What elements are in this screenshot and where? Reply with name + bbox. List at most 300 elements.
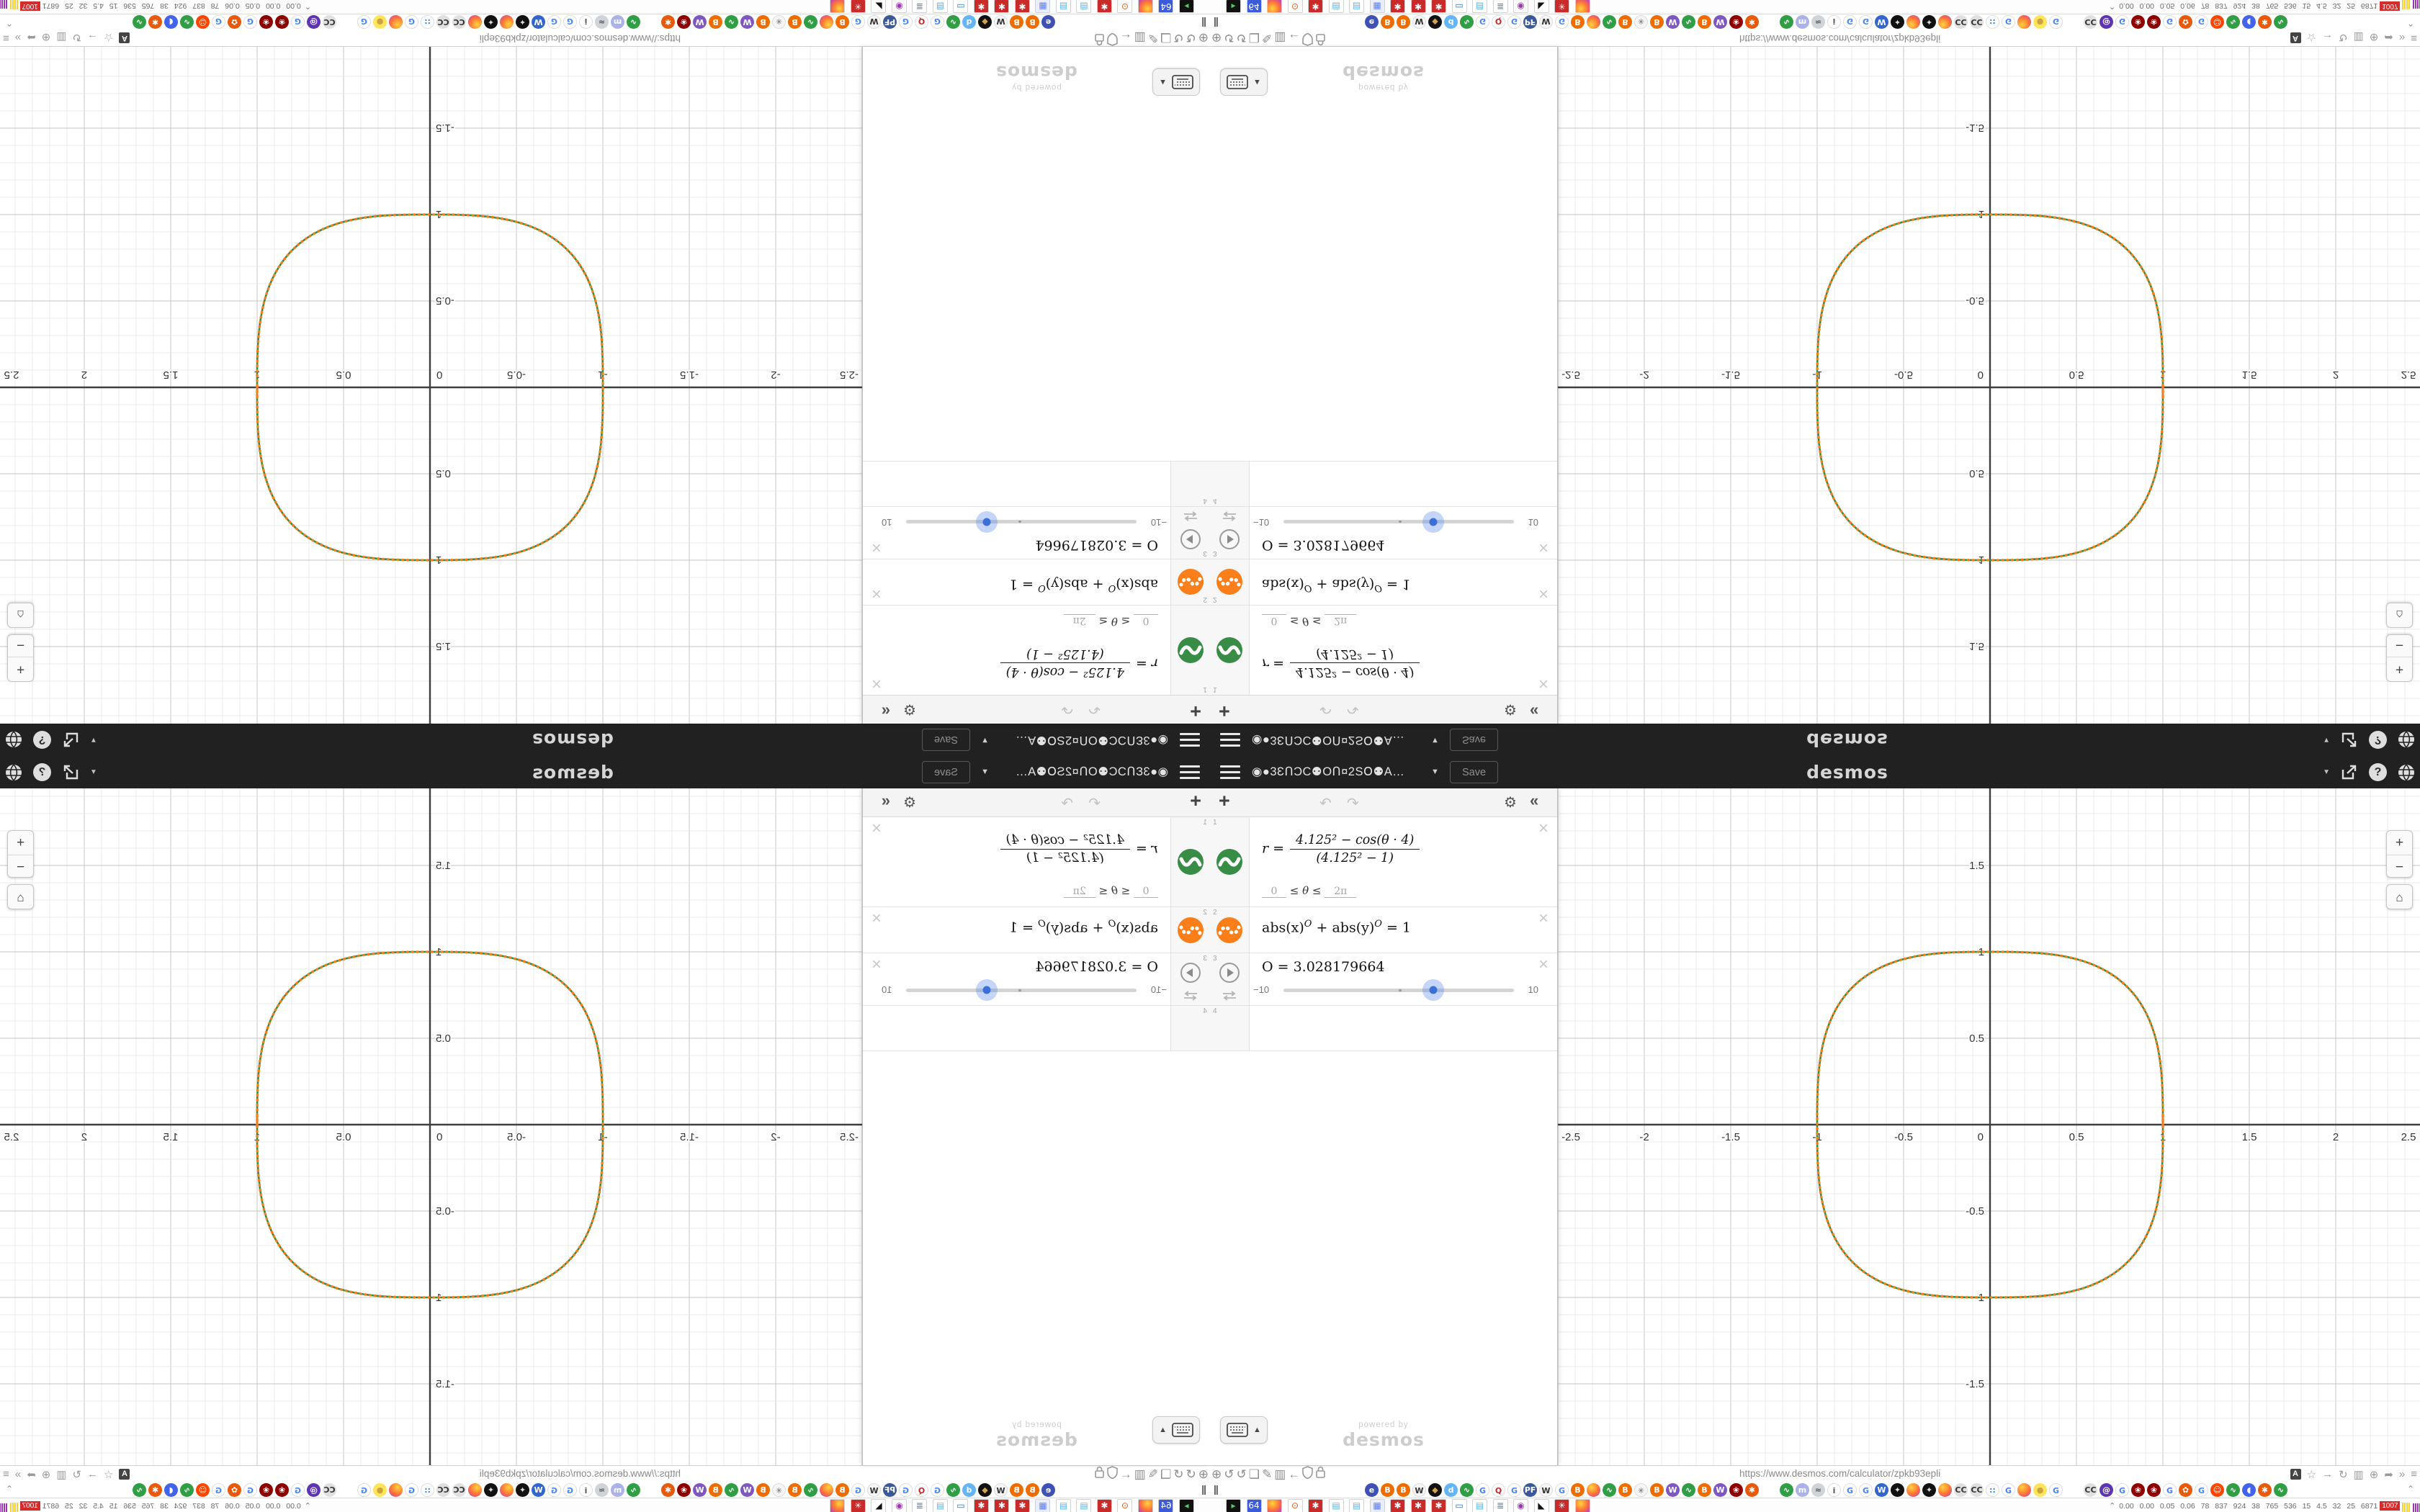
- taskbar-icon[interactable]: ▸: [1226, 0, 1241, 13]
- tabs-overflow-caret-icon[interactable]: ⌃: [2406, 18, 2414, 28]
- favicon[interactable]: W: [1412, 1483, 1426, 1497]
- favicon-firefox[interactable]: [389, 15, 403, 29]
- favicon[interactable]: ✦: [1891, 15, 1904, 29]
- toolbar-icon[interactable]: ↺: [1236, 1467, 1247, 1481]
- favicon[interactable]: i: [1827, 15, 1841, 29]
- taskbar-icon[interactable]: ◉: [1513, 0, 1528, 13]
- toolbar-icon[interactable]: »: [2398, 1468, 2406, 1480]
- toolbar-icon[interactable]: »: [14, 1468, 22, 1480]
- favicon[interactable]: G: [1507, 1483, 1521, 1497]
- favicon[interactable]: ✦: [1891, 1483, 1904, 1497]
- slider-value-math[interactable]: [1262, 959, 1385, 975]
- favicon[interactable]: ☺: [2210, 1483, 2224, 1497]
- expression-gutter[interactable]: [1210, 559, 1250, 605]
- slider-handle[interactable]: [976, 511, 998, 533]
- taskbar-icon[interactable]: ◉: [892, 0, 907, 13]
- toolbar-icon[interactable]: ▥: [56, 31, 67, 44]
- keyboard-toggle-button[interactable]: [1220, 68, 1268, 96]
- favicon[interactable]: G: [547, 1483, 561, 1497]
- lock-icon[interactable]: [1094, 29, 1105, 47]
- graph-title[interactable]: ◉●3ƐՈƆC⚉OՈ¤2SՕ⚉A…: [1252, 734, 1405, 747]
- settings-gear-icon[interactable]: ⚙: [1504, 701, 1517, 717]
- share-icon[interactable]: [2340, 763, 2359, 782]
- favicon[interactable]: ❀: [259, 1483, 273, 1497]
- slider-value-math[interactable]: [1262, 537, 1385, 553]
- slider-play-icon[interactable]: [1219, 962, 1240, 984]
- expression-row-1[interactable]: [863, 817, 1210, 907]
- favicon[interactable]: W: [1713, 1483, 1727, 1497]
- favicon[interactable]: G: [2195, 1483, 2208, 1497]
- toolbar-icon[interactable]: ⊕: [1211, 1467, 1222, 1481]
- toolbar-icon[interactable]: ➦: [2384, 1468, 2393, 1481]
- taskbar-icon[interactable]: ≣: [913, 0, 928, 13]
- favicon[interactable]: ✳: [772, 1483, 786, 1497]
- taskbar-icon[interactable]: ✱: [974, 1499, 989, 1512]
- favicon[interactable]: B: [788, 1483, 802, 1497]
- graph-paper[interactable]: [1558, 47, 2420, 724]
- favicon[interactable]: W: [867, 1483, 881, 1497]
- toolbar-icon[interactable]: ↺: [1224, 31, 1234, 45]
- favicon[interactable]: ∿: [1460, 1483, 1474, 1497]
- toolbar-icon[interactable]: ▥: [2353, 1468, 2364, 1481]
- expression-row-4-empty[interactable]: [863, 1006, 1210, 1051]
- taskbar-icon[interactable]: ≣: [913, 1499, 928, 1512]
- toolbar-icon[interactable]: ⊕: [41, 1468, 51, 1481]
- favicon[interactable]: ∿: [804, 15, 817, 29]
- help-icon[interactable]: ?: [33, 731, 51, 749]
- toolbar-icon[interactable]: →: [2321, 32, 2333, 44]
- favicon[interactable]: i: [1827, 1483, 1841, 1497]
- favicon[interactable]: ✱: [148, 1483, 162, 1497]
- tabs-overflow-caret-icon[interactable]: ⌃: [2406, 1484, 2414, 1494]
- taskbar-icon[interactable]: ▸: [1226, 1499, 1241, 1512]
- favicon[interactable]: G: [1859, 1483, 1873, 1497]
- favicon[interactable]: G: [1476, 15, 1489, 29]
- taskbar-icon[interactable]: ▭: [1452, 1499, 1467, 1512]
- redo-icon[interactable]: ↷: [1347, 701, 1359, 716]
- toolbar-icon[interactable]: ↻: [72, 1468, 82, 1481]
- expression-gutter[interactable]: [1210, 953, 1250, 1005]
- favicon[interactable]: ∿: [1682, 15, 1695, 29]
- favicon[interactable]: G: [2115, 15, 2129, 29]
- delete-expression-icon[interactable]: ×: [871, 584, 882, 603]
- favicon[interactable]: B: [1381, 15, 1394, 29]
- expression-row-4-empty[interactable]: [1210, 461, 1557, 506]
- delete-expression-icon[interactable]: ×: [871, 538, 882, 557]
- toolbar-icon[interactable]: »: [2398, 32, 2406, 44]
- expression-row-4-empty[interactable]: [863, 461, 1210, 506]
- favicon[interactable]: ◖: [164, 1483, 178, 1497]
- favicon[interactable]: ◆: [978, 15, 992, 29]
- favicon[interactable]: B: [1618, 1483, 1632, 1497]
- favicon[interactable]: B: [1010, 15, 1023, 29]
- taskbar-icon[interactable]: ▤: [1329, 1499, 1344, 1512]
- slider-handle[interactable]: [976, 979, 998, 1001]
- favicon[interactable]: Q: [1492, 1483, 1505, 1497]
- curve-style-icon-orange-dotted[interactable]: [1216, 569, 1243, 596]
- favicon[interactable]: B: [1698, 1483, 1711, 1497]
- share-icon[interactable]: [2340, 731, 2359, 750]
- save-button[interactable]: Save: [1450, 761, 1498, 783]
- zoom-in-button[interactable]: +: [2395, 662, 2404, 677]
- favicon[interactable]: i: [579, 15, 593, 29]
- favicon[interactable]: ∿: [725, 1483, 738, 1497]
- toolbar-icon[interactable]: ↺: [1236, 31, 1247, 45]
- favicon[interactable]: W: [532, 1483, 545, 1497]
- favicon[interactable]: Q: [1492, 15, 1505, 29]
- toolbar-icon[interactable]: ≡: [3, 1468, 9, 1480]
- toolbar-icon[interactable]: ↺: [1173, 31, 1184, 45]
- toolbar-icon[interactable]: ▥: [56, 1468, 67, 1481]
- favicon[interactable]: G: [2115, 1483, 2129, 1497]
- taskbar-icon-firefox[interactable]: [1575, 0, 1590, 13]
- taskbar-icon-firefox[interactable]: [830, 1499, 846, 1512]
- expression-row-1[interactable]: [1210, 817, 1557, 907]
- favicon[interactable]: CC: [436, 1483, 450, 1497]
- favicon-firefox[interactable]: [1938, 1483, 1952, 1497]
- favicon[interactable]: ∿: [1682, 1483, 1695, 1497]
- taskbar-icon[interactable]: ▤: [933, 0, 948, 13]
- shield-icon[interactable]: [1107, 1466, 1118, 1483]
- favicon[interactable]: B: [835, 1483, 849, 1497]
- taskbar-icon[interactable]: ✱: [1411, 0, 1426, 13]
- favicon[interactable]: B: [1618, 15, 1632, 29]
- slider-max-label[interactable]: 10: [882, 517, 892, 528]
- favicon[interactable]: G: [291, 1483, 305, 1497]
- add-expression-button[interactable]: +: [1190, 701, 1201, 722]
- delete-expression-icon[interactable]: ×: [871, 674, 882, 693]
- main-menu-icon[interactable]: [1220, 765, 1240, 779]
- taskbar-icon[interactable]: ✳: [1554, 0, 1569, 13]
- favicon[interactable]: PF: [1523, 1483, 1537, 1497]
- toolbar-icon[interactable]: ▥: [1134, 1467, 1146, 1481]
- toolbar-icon[interactable]: ≡: [2411, 1468, 2417, 1480]
- favicon[interactable]: ✿: [2179, 15, 2192, 29]
- taskbar-icon[interactable]: ⊙: [1288, 0, 1303, 13]
- slider-track[interactable]: [906, 989, 1137, 992]
- favicon[interactable]: @: [307, 15, 321, 29]
- favicon[interactable]: @: [307, 1483, 321, 1497]
- favicon[interactable]: ∿: [1603, 1483, 1616, 1497]
- account-caret-icon[interactable]: ▼: [90, 736, 97, 744]
- favicon[interactable]: G: [851, 1483, 865, 1497]
- expression-row-2[interactable]: [1210, 559, 1557, 605]
- favicon[interactable]: ∷: [1986, 15, 1999, 29]
- domain-max-field[interactable]: 2π: [1325, 886, 1356, 898]
- expression-math[interactable]: [1009, 577, 1158, 593]
- toolbar-icon[interactable]: ≡: [2411, 32, 2417, 44]
- favicon-firefox[interactable]: [2017, 1483, 2031, 1497]
- toolbar-icon[interactable]: ⊕: [2369, 1468, 2379, 1481]
- graph-paper[interactable]: [0, 47, 862, 724]
- favicon[interactable]: ◆: [1428, 1483, 1442, 1497]
- slider-loop-icon[interactable]: [1182, 511, 1199, 521]
- taskbar-icon[interactable]: ✱: [1390, 1499, 1405, 1512]
- slider[interactable]: [1253, 981, 1538, 999]
- toolbar-icon[interactable]: ↺: [1186, 1467, 1196, 1481]
- favicon[interactable]: W: [1412, 15, 1426, 29]
- favicon[interactable]: CC: [2084, 1483, 2097, 1497]
- favicon[interactable]: G: [1555, 15, 1569, 29]
- favicon[interactable]: d: [962, 15, 976, 29]
- pause-icon[interactable]: ||: [1214, 17, 1218, 29]
- add-expression-button[interactable]: +: [1219, 701, 1230, 722]
- help-icon[interactable]: ?: [2369, 731, 2387, 749]
- favicon-firefox[interactable]: [1587, 1483, 1600, 1497]
- taskbar-icon-firefox[interactable]: [830, 0, 846, 13]
- taskbar-icon[interactable]: ⊙: [1118, 0, 1133, 13]
- expression-gutter[interactable]: [1210, 907, 1250, 953]
- expression-gutter[interactable]: [1210, 817, 1250, 906]
- undo-icon[interactable]: ↶: [1319, 701, 1332, 716]
- favicon[interactable]: ∷: [421, 1483, 434, 1497]
- slider-max-label[interactable]: 10: [1528, 984, 1538, 995]
- favicon[interactable]: W: [1539, 1483, 1553, 1497]
- account-caret-icon[interactable]: ▼: [90, 768, 97, 776]
- translate-icon[interactable]: A: [2290, 32, 2301, 43]
- tabs-overflow-caret-icon[interactable]: ⌃: [6, 1484, 14, 1494]
- favicon[interactable]: ●: [2033, 15, 2047, 29]
- expression-gutter[interactable]: [1170, 817, 1210, 906]
- toolbar-icon[interactable]: →: [87, 1468, 99, 1480]
- translate-icon[interactable]: A: [2290, 1469, 2301, 1480]
- zoom-in-button[interactable]: +: [16, 835, 25, 850]
- favicon[interactable]: ∿: [1460, 15, 1474, 29]
- toolbar-icon[interactable]: ←: [1288, 1467, 1301, 1481]
- taskbar-icon[interactable]: ⊙: [1118, 1499, 1133, 1512]
- favicon-firefox[interactable]: [820, 1483, 833, 1497]
- zoom-out-button[interactable]: −: [8, 634, 33, 657]
- favicon[interactable]: W: [532, 15, 545, 29]
- taskbar-icon[interactable]: 64: [1159, 1499, 1174, 1512]
- curve-style-icon-green[interactable]: [1177, 636, 1204, 664]
- favicon[interactable]: ✦: [516, 15, 529, 29]
- favicon[interactable]: ✱: [661, 1483, 675, 1497]
- slider[interactable]: [882, 981, 1167, 999]
- favicon[interactable]: G: [2002, 1483, 2015, 1497]
- taskbar-icon[interactable]: ▦: [1370, 0, 1385, 13]
- delete-expression-icon[interactable]: ×: [1538, 584, 1549, 603]
- slider-play-icon[interactable]: [1180, 528, 1201, 550]
- favicon[interactable]: ✱: [661, 15, 675, 29]
- favicon[interactable]: ◖: [164, 15, 178, 29]
- toolbar-icon[interactable]: ▥: [1134, 31, 1146, 45]
- taskbar-icon[interactable]: ▤: [1472, 0, 1487, 13]
- favicon[interactable]: m: [1796, 1483, 1809, 1497]
- favicon-firefox[interactable]: [389, 1483, 403, 1497]
- favicon[interactable]: CC: [2084, 15, 2097, 29]
- toolbar-icon[interactable]: ▥: [2353, 31, 2364, 44]
- favicon[interactable]: ❀: [275, 15, 289, 29]
- favicon[interactable]: G: [1507, 15, 1521, 29]
- slider-min-label[interactable]: −10: [1253, 984, 1270, 995]
- taskbar-icon[interactable]: ▤: [1077, 0, 1092, 13]
- toolbar-icon[interactable]: ❏: [1248, 1467, 1260, 1481]
- expression-row-2[interactable]: [1210, 907, 1557, 953]
- favicon[interactable]: ☺: [2210, 15, 2224, 29]
- slider-handle[interactable]: [1422, 511, 1444, 533]
- toolbar-icon[interactable]: ⊕: [2369, 31, 2379, 44]
- slider-track[interactable]: [906, 521, 1137, 524]
- favicon[interactable]: d: [962, 1483, 976, 1497]
- favicon[interactable]: G: [357, 1483, 371, 1497]
- undo-icon[interactable]: ↶: [1088, 701, 1101, 716]
- taskbar-icon[interactable]: ✳: [851, 1499, 866, 1512]
- favicon[interactable]: B: [709, 15, 722, 29]
- favicon[interactable]: CC: [1970, 1483, 1984, 1497]
- favicon[interactable]: ❀: [275, 1483, 289, 1497]
- taskbar-icon[interactable]: ▸: [1179, 0, 1194, 13]
- favicon[interactable]: ✦: [516, 1483, 529, 1497]
- expression-gutter[interactable]: [1170, 1006, 1210, 1050]
- expression-row-3[interactable]: [1210, 953, 1557, 1006]
- taskbar-icon[interactable]: ▦: [1036, 1499, 1051, 1512]
- slider-track[interactable]: [1283, 989, 1514, 992]
- favicon[interactable]: G: [405, 1483, 418, 1497]
- favicon[interactable]: e: [1041, 1483, 1055, 1497]
- desmos-logo[interactable]: desmos: [1806, 729, 1888, 750]
- favicon[interactable]: W: [693, 15, 707, 29]
- favicon[interactable]: G: [1555, 1483, 1569, 1497]
- expression-gutter[interactable]: [1210, 462, 1250, 506]
- favicon[interactable]: e: [1041, 15, 1055, 29]
- favicon[interactable]: ☺: [196, 15, 210, 29]
- expression-gutter[interactable]: [1210, 507, 1250, 559]
- taskbar-icon[interactable]: ▭: [1452, 0, 1467, 13]
- favicon[interactable]: ∿: [804, 1483, 817, 1497]
- taskbar-icon-firefox[interactable]: [1575, 1499, 1590, 1512]
- expression-gutter[interactable]: [1170, 507, 1210, 559]
- slider-loop-icon[interactable]: [1221, 991, 1238, 1001]
- help-icon[interactable]: ?: [2369, 763, 2387, 781]
- taskbar-icon-firefox[interactable]: [1267, 0, 1282, 13]
- favicon[interactable]: CC: [323, 15, 336, 29]
- toolbar-icon[interactable]: ⊕: [1198, 1467, 1209, 1481]
- favicon[interactable]: ✦: [1922, 15, 1936, 29]
- favicon[interactable]: B: [835, 15, 849, 29]
- favicon[interactable]: ∿: [180, 1483, 194, 1497]
- toolbar-icon[interactable]: ✎: [1262, 1467, 1273, 1481]
- favicon[interactable]: W: [1666, 15, 1680, 29]
- zoom-in-button[interactable]: +: [2395, 835, 2404, 850]
- redo-icon[interactable]: ↷: [1347, 796, 1359, 811]
- favicon[interactable]: ●: [373, 1483, 387, 1497]
- toolbar-icon[interactable]: ←: [1119, 31, 1132, 45]
- favicon[interactable]: ✦: [484, 15, 498, 29]
- globe-icon[interactable]: [4, 763, 23, 782]
- favicon[interactable]: PF: [883, 15, 897, 29]
- favicon[interactable]: ◆: [1428, 15, 1442, 29]
- favicon[interactable]: ✳: [1634, 1483, 1648, 1497]
- toolbar-icon[interactable]: ✎: [1147, 1467, 1158, 1481]
- favicon[interactable]: e: [1365, 15, 1379, 29]
- slider-min-label[interactable]: −10: [1150, 517, 1167, 528]
- graph-title[interactable]: ◉●3ƐՈƆC⚉OՈ¤2SՕ⚉A…: [1015, 765, 1168, 778]
- favicon[interactable]: W: [994, 1483, 1008, 1497]
- favicon[interactable]: G: [1476, 1483, 1489, 1497]
- favicon[interactable]: B: [756, 15, 770, 29]
- lock-icon[interactable]: [1315, 29, 1326, 47]
- favicon[interactable]: ✱: [148, 15, 162, 29]
- toolbar-icon[interactable]: ←: [1288, 31, 1301, 45]
- expression-gutter[interactable]: [1170, 559, 1210, 605]
- taskbar-icon[interactable]: ✱: [995, 1499, 1010, 1512]
- favicon[interactable]: d: [1444, 1483, 1458, 1497]
- favicon[interactable]: ❀: [2131, 15, 2145, 29]
- taskbar-icon[interactable]: ◣: [871, 0, 887, 13]
- delete-expression-icon[interactable]: ×: [1538, 538, 1549, 557]
- expression-math[interactable]: [1009, 919, 1158, 935]
- favicon[interactable]: G: [899, 1483, 913, 1497]
- favicon[interactable]: ≈: [1811, 1483, 1825, 1497]
- toolbar-icon[interactable]: ↻: [2338, 31, 2348, 44]
- expression-row-3[interactable]: [1210, 506, 1557, 559]
- expression-math[interactable]: [1262, 919, 1411, 935]
- favicon[interactable]: B: [1571, 15, 1585, 29]
- zoom-in-button[interactable]: +: [16, 662, 25, 677]
- taskbar-icon[interactable]: ▭: [954, 0, 969, 13]
- lock-icon[interactable]: [1315, 1465, 1326, 1483]
- favicon[interactable]: B: [1650, 15, 1664, 29]
- favicon[interactable]: W: [1539, 15, 1553, 29]
- taskbar-icon[interactable]: ✳: [851, 0, 866, 13]
- slider[interactable]: [882, 513, 1167, 531]
- globe-icon[interactable]: [4, 731, 23, 750]
- favicon-firefox[interactable]: [468, 15, 482, 29]
- favicon[interactable]: CC: [1954, 15, 1968, 29]
- delete-expression-icon[interactable]: ×: [1538, 909, 1549, 928]
- favicon[interactable]: ∷: [1986, 1483, 1999, 1497]
- domain-editor[interactable]: [1064, 884, 1158, 898]
- expression-gutter[interactable]: [1210, 1006, 1250, 1050]
- favicon-firefox[interactable]: [468, 1483, 482, 1497]
- favicon[interactable]: ✿: [228, 15, 241, 29]
- domain-editor[interactable]: [1064, 614, 1158, 628]
- expression-gutter[interactable]: [1170, 953, 1210, 1005]
- translate-icon[interactable]: A: [119, 1469, 130, 1480]
- taskbar-icon[interactable]: ✱: [974, 0, 989, 13]
- settings-gear-icon[interactable]: ⚙: [903, 795, 916, 811]
- favicon[interactable]: ∿: [627, 1483, 640, 1497]
- expression-math[interactable]: [1000, 833, 1158, 865]
- delete-expression-icon[interactable]: ×: [871, 819, 882, 838]
- account-caret-icon[interactable]: ▼: [2323, 768, 2330, 776]
- favicon[interactable]: ✱: [1745, 1483, 1759, 1497]
- favicon[interactable]: ≈: [1811, 15, 1825, 29]
- expression-row-3[interactable]: [863, 506, 1210, 559]
- favicon[interactable]: @: [2099, 15, 2113, 29]
- slider-play-icon[interactable]: [1180, 962, 1201, 984]
- favicon[interactable]: B: [1010, 1483, 1023, 1497]
- favicon[interactable]: B: [788, 15, 802, 29]
- curve-style-icon-green[interactable]: [1177, 848, 1204, 876]
- taskbar-icon[interactable]: ◉: [892, 1499, 907, 1512]
- favicon[interactable]: ☺: [196, 1483, 210, 1497]
- toolbar-icon[interactable]: ❏: [1248, 31, 1260, 45]
- title-caret-icon[interactable]: ▼: [1431, 768, 1439, 776]
- taskbar-icon[interactable]: ▤: [1077, 1499, 1092, 1512]
- toolbar-icon[interactable]: ⊕: [1211, 31, 1222, 45]
- favicon-firefox[interactable]: [1938, 15, 1952, 29]
- favicon[interactable]: W: [1875, 1483, 1888, 1497]
- taskbar-icon-firefox[interactable]: [1138, 1499, 1153, 1512]
- slider-value-math[interactable]: [1036, 959, 1159, 975]
- collapse-panel-icon[interactable]: «: [1530, 703, 1539, 721]
- favicon[interactable]: ❀: [259, 15, 273, 29]
- favicon[interactable]: G: [563, 15, 577, 29]
- favicon[interactable]: @: [2099, 1483, 2113, 1497]
- collapse-panel-icon[interactable]: «: [1530, 791, 1539, 809]
